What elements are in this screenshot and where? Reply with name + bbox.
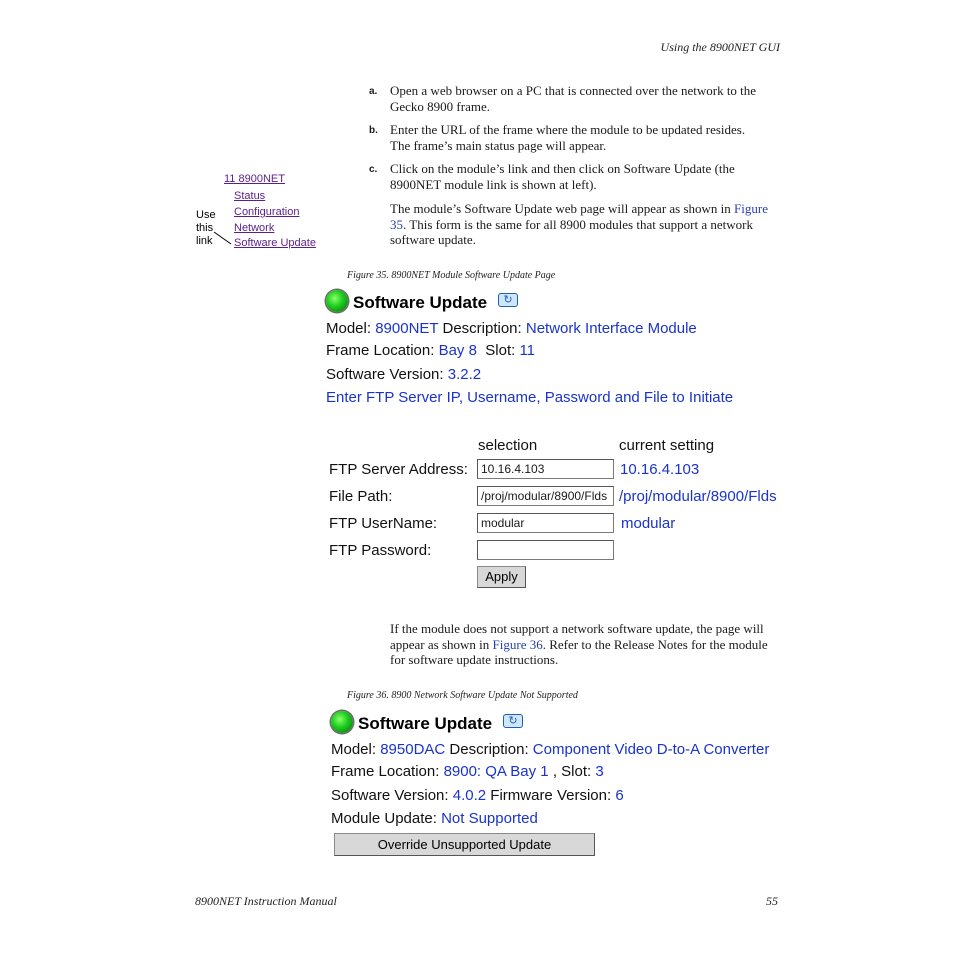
ftp-password-input[interactable] — [477, 540, 614, 560]
software-version-value: 3.2.2 — [447, 366, 482, 383]
nav-link-software-update[interactable]: Software Update — [234, 237, 316, 249]
fig36-module-update-line — [331, 810, 538, 827]
fig36-title: Software Update — [358, 714, 493, 733]
fig35-sw-line — [326, 366, 481, 383]
figure35-reference-paragraph — [390, 201, 782, 248]
fig36-model-line — [331, 741, 769, 758]
refresh-icon[interactable]: ↻ — [503, 714, 523, 728]
model-value: 8950DAC — [380, 741, 446, 758]
column-header-current-setting: current setting — [619, 437, 715, 454]
refresh-icon[interactable]: ↻ — [498, 293, 518, 307]
para2-before: If the module does not support a network software update, the page will appear as shown in — [390, 621, 764, 652]
column-header-selection: selection — [478, 437, 538, 454]
step-c-text: Click on the module’s link and then click on Software Update (the 8900NET module link is shown at left). — [390, 161, 735, 192]
nav-link-module[interactable]: 11 8900NET — [224, 173, 285, 185]
apply-button[interactable]: Apply — [477, 566, 526, 588]
frame-location-value: Bay 8 — [438, 342, 477, 359]
slot-label: , Slot: — [552, 763, 592, 780]
status-green-light-icon — [331, 711, 353, 733]
step-a-letter: a. — [369, 86, 378, 97]
ftp-server-address-current: 10.16.4.103 — [620, 461, 700, 478]
figure36-reference-paragraph — [390, 621, 782, 668]
nav-link-network[interactable]: Network — [234, 222, 275, 234]
frame-location-label: Frame Location: — [331, 763, 440, 780]
model-value: 8900NET — [375, 320, 439, 337]
figure36-link[interactable]: Figure 36 — [492, 636, 543, 652]
file-path-current: /proj/modular/8900/Flds — [619, 488, 777, 505]
module-update-label: Module Update: — [331, 810, 437, 827]
para2-after: . Refer to the Release Notes for the module for software update instructions. — [390, 636, 768, 667]
page-header: Using the 8900NET GUI — [660, 40, 780, 54]
ftp-server-address-label: FTP Server Address: — [329, 461, 468, 478]
nav-link-configuration[interactable]: Configuration — [234, 206, 300, 218]
fig35-title: Software Update — [353, 293, 488, 312]
override-unsupported-update-button[interactable]: Override Unsupported Update — [334, 833, 595, 856]
figure35-link[interactable]: Figure 35 — [390, 201, 768, 232]
step-b-text: Enter the URL of the frame where the module to be updated resides. The frame’s main status page will appear. — [390, 122, 746, 153]
description-value: Component Video D-to-A Converter — [532, 741, 770, 758]
step-b-letter: b. — [369, 125, 378, 136]
description-label: Description: — [442, 320, 522, 337]
status-green-light-icon — [326, 290, 348, 312]
description-value: Network Interface Module — [525, 320, 697, 337]
use-this-link-label: Use this link — [196, 209, 216, 247]
frame-location-label: Frame Location: — [326, 342, 435, 359]
software-version-value: 4.0.2 — [452, 787, 487, 804]
step-a-text: Open a web browser on a PC that is connected over the network to the Gecko 8900 frame. — [390, 83, 757, 114]
nav-link-status[interactable]: Status — [234, 190, 266, 202]
model-label: Model: — [326, 320, 372, 337]
file-path-input[interactable]: /proj/modular/8900/Flds — [477, 486, 614, 506]
frame-location-value: 8900: QA Bay 1 — [443, 763, 549, 780]
module-update-value: Not Supported — [441, 810, 538, 827]
ftp-username-current: modular — [621, 515, 676, 532]
firmware-version-label: Firmware Version: — [490, 787, 612, 804]
para1-after: . This form is the same for all 8900 modules that support a network software update. — [390, 216, 753, 247]
figure35-caption: Figure 35. 8900NET Module Software Update Page — [347, 270, 556, 281]
pointer-line — [213, 231, 233, 247]
para1-before: The module’s Software Update web page will appear as shown in — [390, 201, 735, 216]
figure36-caption: Figure 36. 8900 Network Software Update Not Supported — [347, 690, 578, 701]
ftp-username-input[interactable]: modular — [477, 513, 614, 533]
fig36-version-line — [331, 787, 624, 804]
file-path-label: File Path: — [329, 488, 393, 505]
ftp-password-label: FTP Password: — [329, 542, 432, 559]
fig35-instruction: Enter FTP Server IP, Username, Password and File to Initiate — [326, 389, 734, 406]
slot-value: 3 — [595, 763, 604, 780]
page-number: 55 — [766, 894, 778, 908]
ftp-server-address-input[interactable]: 10.16.4.103 — [477, 459, 614, 479]
software-version-label: Software Version: — [326, 366, 444, 383]
description-label: Description: — [449, 741, 529, 758]
fig36-frame-line — [331, 763, 604, 780]
footer-manual-title: 8900NET Instruction Manual — [195, 894, 337, 908]
model-label: Model: — [331, 741, 377, 758]
software-version-label: Software Version: — [331, 787, 449, 804]
fig35-model-line — [326, 320, 697, 337]
step-c-letter: c. — [369, 164, 378, 175]
fig35-frame-line — [326, 342, 535, 359]
slot-label: Slot: — [485, 342, 516, 359]
firmware-version-value: 6 — [615, 787, 624, 804]
ftp-username-label: FTP UserName: — [329, 515, 438, 532]
slot-value: 11 — [519, 342, 536, 359]
